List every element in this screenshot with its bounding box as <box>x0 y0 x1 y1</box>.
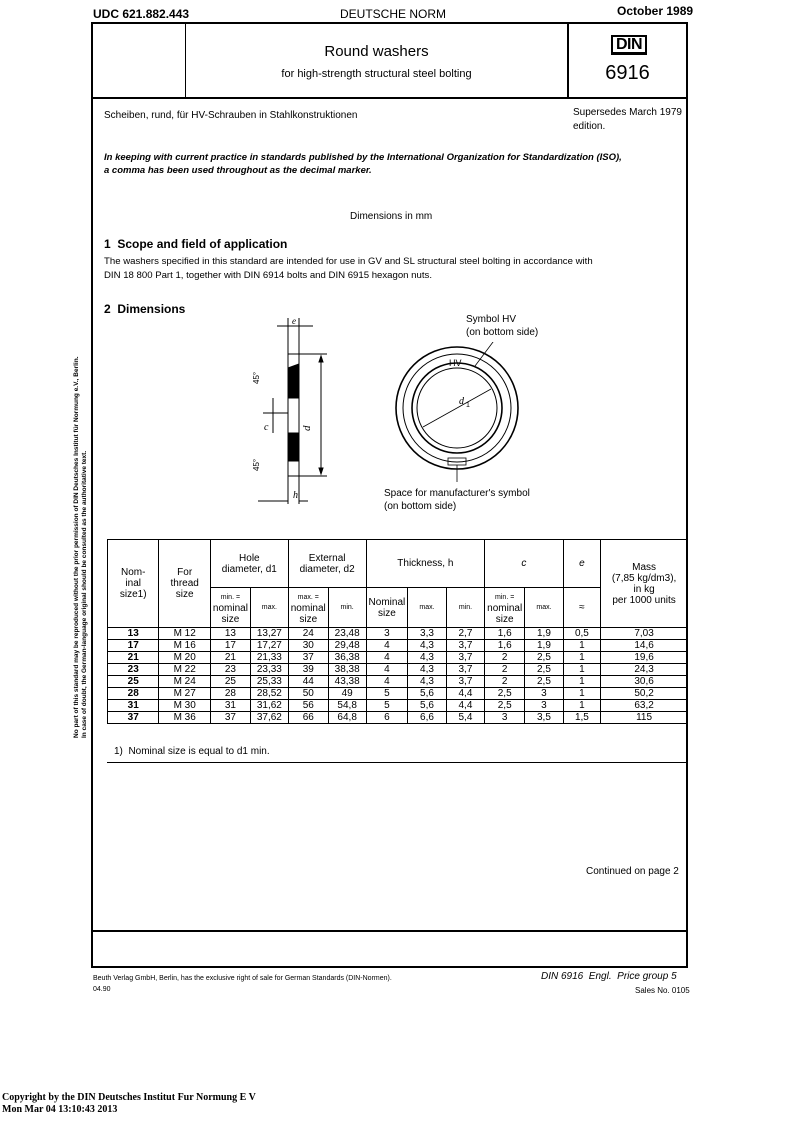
table-cell: 14,6 <box>601 640 688 652</box>
table-cell: 28,52 <box>250 688 288 700</box>
table-cell: 3 <box>366 628 408 640</box>
table-cell: 2,7 <box>446 628 484 640</box>
table-cell: 23 <box>108 664 159 676</box>
table-cell: 0,5 <box>563 628 600 640</box>
head-e: e <box>563 540 600 588</box>
table-cell: 2,5 <box>525 676 563 688</box>
udc-code: UDC 621.882.443 <box>93 7 190 21</box>
side-note-line-1: No part of this standard may be reproduced without the prior permission of DIN Deutsches Institut für Normung e.V., Berlin. <box>73 356 80 738</box>
label-c: c <box>264 422 269 433</box>
table-cell: 4,4 <box>446 688 484 700</box>
table-cell: 1,9 <box>525 628 563 640</box>
table-cell: 1,5 <box>563 712 600 724</box>
table-cell: M 27 <box>159 688 210 700</box>
hv-mark: HV <box>449 358 462 368</box>
iso-note-line-1: In keeping with current practice in standards published by the International Organization for Standardization (ISO), <box>104 152 622 163</box>
table-cell: 3,7 <box>446 652 484 664</box>
table-cell: 37 <box>288 652 328 664</box>
table-cell: 23,48 <box>328 628 366 640</box>
table-cell: 1 <box>563 676 600 688</box>
label-d1-sub: 1 <box>466 402 470 409</box>
table-cell: 5,6 <box>408 700 446 712</box>
table-cell: 28 <box>108 688 159 700</box>
table-cell: 49 <box>328 688 366 700</box>
din-number: 6916 <box>605 62 650 84</box>
table-cell: 44 <box>288 676 328 688</box>
label-d2: d <box>301 425 313 431</box>
table-cell: 2 <box>485 676 525 688</box>
symbol-hv-label-2: (on bottom side) <box>466 327 539 338</box>
table-cell: 3,7 <box>446 664 484 676</box>
table-cell: 19,6 <box>601 652 688 664</box>
standard-frame <box>91 22 688 968</box>
table-cell: 2 <box>485 652 525 664</box>
table-row <box>108 700 688 712</box>
table-cell: 4,3 <box>408 640 446 652</box>
table-cell: 3,7 <box>446 640 484 652</box>
table-cell: 43,38 <box>328 676 366 688</box>
table-cell: 4 <box>366 676 408 688</box>
space-symbol-label-2: (on bottom side) <box>384 501 457 512</box>
table-cell: 2,5 <box>525 664 563 676</box>
table-cell: 31,62 <box>250 700 288 712</box>
table-cell: 3,5 <box>525 712 563 724</box>
table-cell: M 36 <box>159 712 210 724</box>
label-h: h <box>293 490 298 501</box>
subhead-ext-min: min. <box>328 588 366 628</box>
table-cell: 5 <box>366 700 408 712</box>
subhead-c-max: max. <box>525 588 563 628</box>
table-cell: 21 <box>108 652 159 664</box>
table-cell: M 16 <box>159 640 210 652</box>
din-logo: DIN <box>611 35 647 55</box>
table-cell: 64,8 <box>328 712 366 724</box>
table-cell: 2,5 <box>525 652 563 664</box>
footer-sales-no: Sales No. 0105 <box>635 986 690 995</box>
german-title: Scheiben, rund, für HV-Schrauben in Stahlkonstruktionen <box>104 110 358 121</box>
symbol-hv-label-1: Symbol HV <box>466 314 517 325</box>
head-thread-size: For thread size <box>159 540 210 628</box>
dimensions-unit: Dimensions in mm <box>350 211 433 222</box>
table-cell: 50 <box>288 688 328 700</box>
subhead-thickness-min: min. <box>446 588 484 628</box>
table-cell: 56 <box>288 700 328 712</box>
washer-section-drawing <box>233 316 333 506</box>
document-title: Round washers <box>324 43 429 60</box>
head-nominal-size: Nom- inal size1) <box>108 540 159 628</box>
issue-date: October 1989 <box>617 4 694 18</box>
table-cell: 1 <box>563 664 600 676</box>
table-cell: 3,7 <box>446 676 484 688</box>
subhead-hole-max: max. <box>250 588 288 628</box>
table-cell: 4,3 <box>408 676 446 688</box>
table-cell: 3,3 <box>408 628 446 640</box>
table-cell: 21,33 <box>250 652 288 664</box>
table-cell: 24 <box>288 628 328 640</box>
subhead-hole-min: min. = nominal size <box>210 588 250 628</box>
head-thickness: Thickness, h <box>366 540 485 588</box>
table-cell: 17 <box>210 640 250 652</box>
space-symbol-label-1: Space for manufacturer's symbol <box>384 488 530 499</box>
subhead-e-approx: ≈ <box>563 588 600 628</box>
table-cell: 1,6 <box>485 640 525 652</box>
table-cell: M 24 <box>159 676 210 688</box>
document-subtitle: for high-strength structural steel bolting <box>281 68 472 80</box>
table-cell: 31 <box>210 700 250 712</box>
head-c: c <box>485 540 564 588</box>
section-1-heading: 1 Scope and field of application <box>104 237 288 251</box>
subhead-thickness-nominal: Nominal size <box>366 588 408 628</box>
table-cell: 31 <box>108 700 159 712</box>
table-cell: 4,3 <box>408 664 446 676</box>
table-cell: 25,33 <box>250 676 288 688</box>
table-cell: 7,03 <box>601 628 688 640</box>
table-row <box>108 628 688 640</box>
table-cell: 23 <box>210 664 250 676</box>
copyright-line-1: Copyright by the DIN Deutsches Institut Fur Normung E V <box>2 1092 256 1103</box>
label-d1: d <box>459 396 464 407</box>
head-hole-diameter: Hole diameter, d1 <box>210 540 288 588</box>
dimensions-table <box>107 539 688 724</box>
table-cell: 4 <box>366 652 408 664</box>
table-cell: 54,8 <box>328 700 366 712</box>
table-cell: 13,27 <box>250 628 288 640</box>
table-cell: 37,62 <box>250 712 288 724</box>
table-cell: 13 <box>108 628 159 640</box>
table-cell: 1,6 <box>485 628 525 640</box>
table-cell: 37 <box>108 712 159 724</box>
table-row <box>108 664 688 676</box>
table-cell: 66 <box>288 712 328 724</box>
table-cell: 5,4 <box>446 712 484 724</box>
label-e: e <box>292 316 296 326</box>
table-cell: 63,2 <box>601 700 688 712</box>
table-cell: 2 <box>485 664 525 676</box>
title-block <box>93 24 686 99</box>
subhead-ext-max: max. = nominal size <box>288 588 328 628</box>
table-cell: 1 <box>563 652 600 664</box>
table-cell: 5 <box>366 688 408 700</box>
table-cell: 1 <box>563 688 600 700</box>
table-cell: 3 <box>525 688 563 700</box>
table-cell: 24,3 <box>601 664 688 676</box>
section-1-text-2: DIN 18 800 Part 1, together with DIN 6914 bolts and DIN 6915 hexagon nuts. <box>104 270 432 281</box>
side-note-line-2: In case of doubt, the German-language original should be consulted as the authoritative text. <box>81 450 88 738</box>
iso-note-line-2: a comma has been used throughout as the decimal marker. <box>104 165 372 176</box>
table-cell: 39 <box>288 664 328 676</box>
title-block-left-cell <box>93 24 186 97</box>
frame-footer-rule <box>93 930 686 932</box>
table-cell: 3 <box>485 712 525 724</box>
footer-code: 04.90 <box>93 986 111 993</box>
table-cell: 21 <box>210 652 250 664</box>
footer-rights: Beuth Verlag GmbH, Berlin, has the exclusive right of sale for German Standards (DIN-Normen). <box>93 975 392 982</box>
footer-din-ref: DIN 6916 Engl. Price group 5 <box>541 971 677 982</box>
table-cell: 4,3 <box>408 652 446 664</box>
table-cell: 2,5 <box>485 688 525 700</box>
table-footnote: 1) Nominal size is equal to d1 min. <box>114 746 270 757</box>
table-cell: 50,2 <box>601 688 688 700</box>
table-row <box>108 712 688 724</box>
table-cell: 38,38 <box>328 664 366 676</box>
table-cell: 6,6 <box>408 712 446 724</box>
head-mass: Mass (7,85 kg/dm3), in kg per 1000 units <box>601 540 688 628</box>
table-cell: 1 <box>563 640 600 652</box>
table-cell: M 22 <box>159 664 210 676</box>
head-external-diameter: External diameter, d2 <box>288 540 366 588</box>
table-cell: 17 <box>108 640 159 652</box>
supersedes-line-2: edition. <box>573 121 606 132</box>
table-cell: 30 <box>288 640 328 652</box>
table-row <box>108 676 688 688</box>
table-cell: 28 <box>210 688 250 700</box>
subhead-c-min: min. = nominal size <box>485 588 525 628</box>
section-2-heading: 2 Dimensions <box>104 302 186 316</box>
table-cell: 36,38 <box>328 652 366 664</box>
table-cell: M 12 <box>159 628 210 640</box>
table-cell: 25 <box>210 676 250 688</box>
din-number-cell <box>567 24 686 97</box>
washer-top-view <box>391 342 531 482</box>
angle-bottom: 45° <box>252 458 261 471</box>
table-cell: 4 <box>366 640 408 652</box>
supersedes-line-1: Supersedes March 1979 <box>573 107 682 118</box>
table-cell: 37 <box>210 712 250 724</box>
table-cell: 4 <box>366 664 408 676</box>
copyright-line-2: Mon Mar 04 13:10:43 2013 <box>2 1104 118 1115</box>
table-cell: M 20 <box>159 652 210 664</box>
angle-top: 45° <box>252 371 261 384</box>
table-bottom-rule <box>107 762 688 763</box>
table-cell: 13 <box>210 628 250 640</box>
table-cell: 25 <box>108 676 159 688</box>
table-cell: 5,6 <box>408 688 446 700</box>
table-cell: 115 <box>601 712 688 724</box>
table-cell: 30,6 <box>601 676 688 688</box>
table-cell: 1 <box>563 700 600 712</box>
table-cell: 17,27 <box>250 640 288 652</box>
table-row <box>108 640 688 652</box>
table-cell: 2,5 <box>485 700 525 712</box>
table-cell: 23,33 <box>250 664 288 676</box>
table-cell: 6 <box>366 712 408 724</box>
norm-label: DEUTSCHE NORM <box>340 7 447 21</box>
section-1-text-1: The washers specified in this standard are intended for use in GV and SL structural steel bolting in accordance with <box>104 256 593 267</box>
table-cell: M 30 <box>159 700 210 712</box>
table-cell: 29,48 <box>328 640 366 652</box>
continued-note: Continued on page 2 <box>586 866 679 877</box>
subhead-thickness-max: max. <box>408 588 446 628</box>
table-row <box>108 688 688 700</box>
table-cell: 4,4 <box>446 700 484 712</box>
table-cell: 3 <box>525 700 563 712</box>
table-row <box>108 652 688 664</box>
table-cell: 1,9 <box>525 640 563 652</box>
